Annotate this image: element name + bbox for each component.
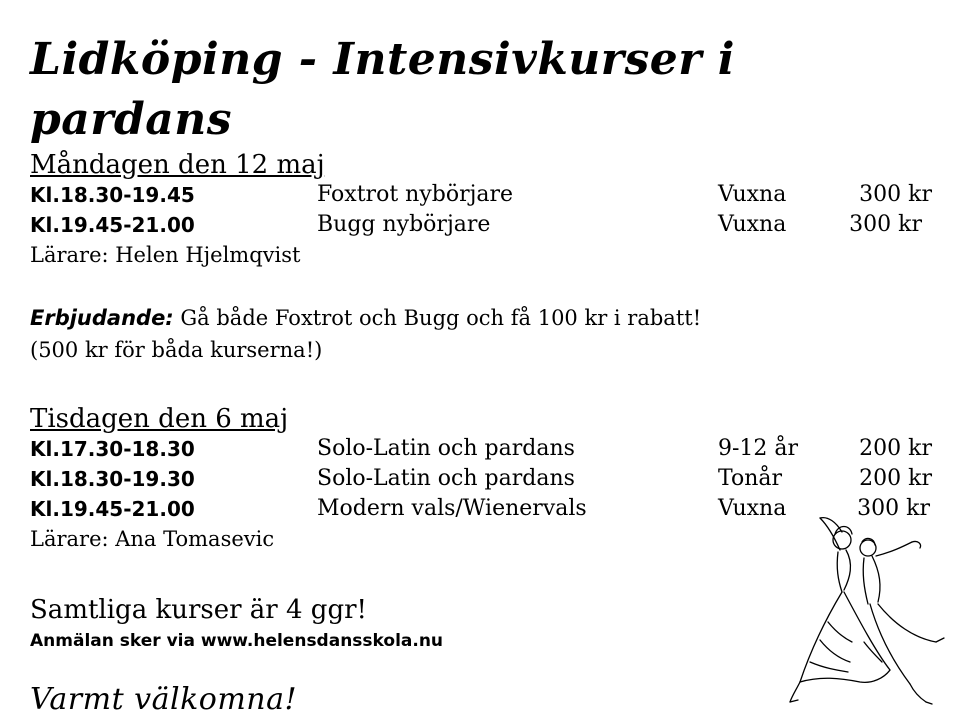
- tuesday-heading: Tisdagen den 6 maj: [30, 404, 289, 434]
- row-price: 300 kr: [859, 182, 932, 207]
- schedule-row: [30, 464, 950, 494]
- offer-text: Gå både Foxtrot och Bugg och få 100 kr i rabatt!: [173, 306, 702, 330]
- row-course: Bugg nybörjare: [317, 212, 491, 237]
- tuesday-teacher: Lärare: Ana Tomasevic: [30, 527, 275, 551]
- row-price: 300 kr: [849, 212, 922, 237]
- row-time: Kl.19.45-21.00: [30, 497, 195, 521]
- row-course: Solo-Latin och pardans: [317, 466, 575, 491]
- row-group: Vuxna: [718, 496, 787, 521]
- offer-note: (500 kr för båda kurserna!): [30, 338, 323, 362]
- row-course: Foxtrot nybörjare: [317, 182, 514, 207]
- row-group: Vuxna: [718, 182, 787, 207]
- row-time: Kl.18.30-19.30: [30, 467, 195, 491]
- monday-heading: Måndagen den 12 maj: [30, 150, 325, 180]
- offer-line: [30, 302, 950, 334]
- row-time: Kl.17.30-18.30: [30, 437, 195, 461]
- row-course: Modern vals/Wienervals: [317, 496, 587, 521]
- schedule-row: [30, 434, 950, 464]
- row-time: Kl.18.30-19.45: [30, 183, 195, 207]
- dancing-couple-icon: [780, 512, 950, 712]
- row-group: Tonår: [718, 466, 783, 491]
- monday-teacher: Lärare: Helen Hjelmqvist: [30, 243, 301, 267]
- schedule-row: [30, 210, 950, 240]
- signup-line: Anmälan sker via www.helensdansskola.nu: [30, 631, 444, 651]
- row-group: 9-12 år: [718, 436, 799, 461]
- row-course: Solo-Latin och pardans: [317, 436, 575, 461]
- row-price: 300 kr: [857, 496, 930, 521]
- row-group: Vuxna: [718, 212, 787, 237]
- row-price: 200 kr: [859, 436, 932, 461]
- offer-label: Erbjudande:: [30, 306, 174, 330]
- welcome-text: Varmt välkomna!: [30, 682, 298, 717]
- row-price: 200 kr: [859, 466, 932, 491]
- page-title: Lidköping - Intensivkurser i pardans: [30, 34, 735, 145]
- schedule-row: [30, 180, 950, 210]
- row-time: Kl.19.45-21.00: [30, 213, 195, 237]
- all-courses-note: Samtliga kurser är 4 ggr!: [30, 595, 367, 625]
